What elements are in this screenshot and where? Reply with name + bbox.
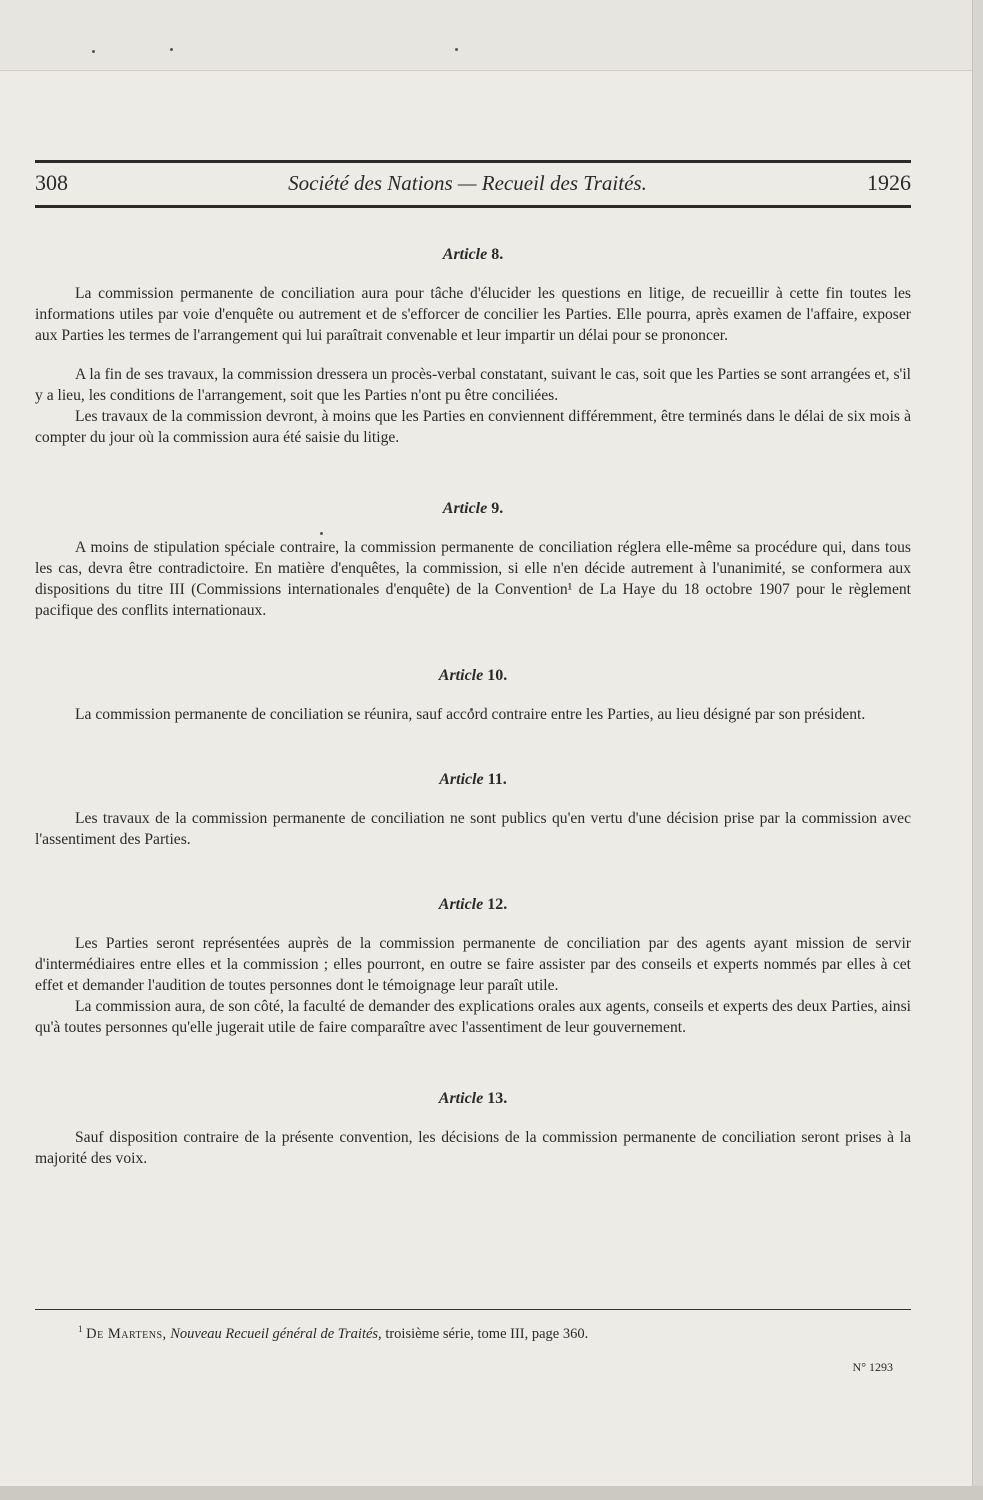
scan-speck	[455, 48, 458, 51]
running-title: Société des Nations — Recueil des Traités.	[288, 171, 647, 195]
header-rule-top	[35, 160, 911, 163]
paragraph: La commission permanente de conciliation se réunira, sauf accord contraire entre les Parties, au lieu désigné par son président.	[75, 706, 866, 723]
footnote-rule	[35, 1309, 911, 1310]
paragraph: Sauf disposition contraire de la présente convention, les décisions de la commission permanente de conciliation seront prises à la majorité des voix.	[35, 1129, 911, 1167]
header-year: 1926	[866, 170, 911, 195]
footnote-reference: troisième série, tome III, page 360.	[385, 1326, 589, 1342]
document-number: N° 1293	[852, 1360, 893, 1374]
header-rule-bottom	[35, 205, 911, 208]
article-heading: Article 13.	[438, 1090, 508, 1107]
scan-speck	[92, 50, 95, 53]
article-heading: Article 12.	[438, 896, 508, 913]
scan-speck	[170, 48, 173, 51]
bottom-edge	[0, 1486, 983, 1500]
article-heading: Article 10.	[438, 667, 508, 684]
running-header	[35, 170, 911, 202]
page-number: 308	[35, 170, 68, 195]
footnote	[78, 1326, 898, 1343]
paragraph: Les travaux de la commission devront, à moins que les Parties en conviennent différemment, être terminés dans le délai de six mois à compter du jour où la commission aura été saisie du litige.	[35, 408, 911, 446]
binding-strip	[972, 0, 983, 1500]
paragraph: La commission permanente de conciliation aura pour tâche d'élucider les questions en litige, de recueillir à cette fin toutes les informations utiles par voie d'enquête ou autrement et de s'efforcer de concilier les Parties. Elle pourra, après examen de l'affaire, exposer aux Parties les termes de l'arrangement qui lui paraîtrait convenable et leur impartir un délai pour se prononcer.	[35, 285, 911, 344]
paragraph: A la fin de ses travaux, la commission dressera un procès-verbal constatant, suivant le cas, soit que les Parties se sont arrangées et, s'il y a lieu, les conditions de l'arrangement, soit que les Parties n'ont pu être conciliées.	[35, 366, 911, 404]
body-text	[35, 244, 911, 1169]
article-heading: Article 11.	[439, 771, 507, 788]
article-heading: Article 9.	[442, 500, 504, 517]
paragraph: Les Parties seront représentées auprès de la commission permanente de conciliation par des agents ayant mission de servir d'intermédiaires entre elles et la commission ; elles pourront, en outre se faire assister par des conseils et experts nommés par elles à cet effet et demander l'audition de toutes personnes dont le témoignage leur paraît utile.	[35, 935, 911, 994]
paragraph: La commission aura, de son côté, la faculté de demander des explications orales aux agents, conseils et experts des deux Parties, ainsi qu'à toutes personnes qu'elle jugerait utile de faire comparaître avec l'assentiment de leur gouvernement.	[35, 998, 911, 1036]
paragraph: A moins de stipulation spéciale contraire, la commission permanente de conciliation réglera elle-même sa procédure qui, dans tous les cas, devra être contradictoire. En matière d'enquêtes, la commission, si elle n'en décide autrement à l'unanimité, se conformera aux dispositions du titre III (Commissions internationales d'enquête) de la Convention¹ de La Haye du 18 octobre 1907 pour le règlement pacifique des conflits internationaux.	[35, 539, 911, 619]
footnote-marker: 1	[78, 1324, 83, 1335]
footnote-work: Nouveau Recueil général de Traités,	[170, 1326, 382, 1342]
article-heading: Article 8.	[442, 246, 504, 263]
footnote-author: De Martens,	[86, 1326, 167, 1342]
paragraph: Les travaux de la commission permanente de conciliation ne sont publics qu'en vertu d'une décision prise par la commission avec l'assentiment des Parties.	[35, 810, 911, 848]
previous-page-edge	[0, 0, 983, 71]
